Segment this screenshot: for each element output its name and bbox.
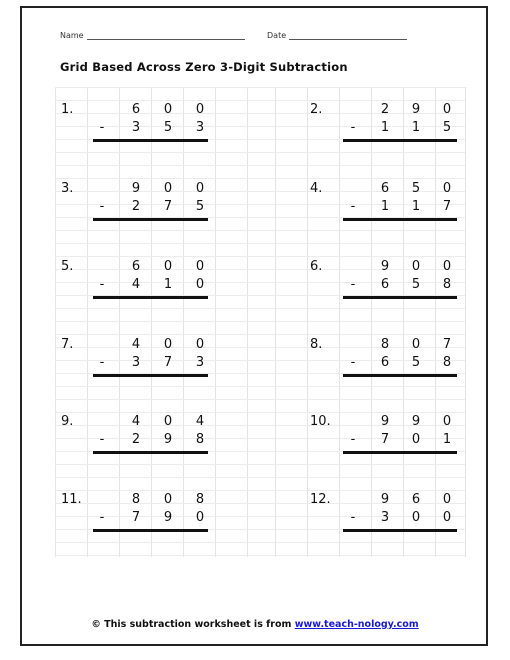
name-line[interactable] bbox=[87, 30, 245, 40]
answer-line bbox=[343, 296, 457, 299]
grid-row-line bbox=[55, 347, 465, 348]
subtrahend-digit: 7 bbox=[380, 432, 390, 447]
minuend-digit: 0 bbox=[442, 492, 452, 507]
answer-line bbox=[343, 451, 457, 454]
grid-column-line bbox=[151, 87, 152, 557]
answer-line bbox=[343, 374, 457, 377]
footer-text: © This subtraction worksheet is from bbox=[91, 619, 295, 630]
subtrahend-digit: 1 bbox=[411, 199, 421, 214]
grid-column-line bbox=[215, 87, 216, 557]
problem-number: 6. bbox=[310, 259, 323, 274]
problem-number: 2. bbox=[310, 102, 323, 117]
minuend-digit: 0 bbox=[195, 337, 205, 352]
minus-sign: - bbox=[99, 199, 105, 214]
grid-row-line bbox=[55, 490, 465, 491]
minuend-digit: 0 bbox=[442, 259, 452, 274]
grid-row-line bbox=[55, 282, 465, 283]
minus-sign: - bbox=[99, 432, 105, 447]
minuend-digit: 7 bbox=[442, 337, 452, 352]
grid-column-line bbox=[307, 87, 308, 557]
grid-column-line bbox=[403, 87, 404, 557]
subtrahend-digit: 3 bbox=[131, 120, 141, 135]
minuend-digit: 0 bbox=[195, 102, 205, 117]
problem-number: 11. bbox=[61, 492, 82, 507]
grid-row-line bbox=[55, 191, 465, 192]
grid-row-line bbox=[55, 438, 465, 439]
grid-row-line bbox=[55, 516, 465, 517]
minus-sign: - bbox=[99, 355, 105, 370]
minuend-digit: 6 bbox=[411, 492, 421, 507]
minus-sign: - bbox=[99, 120, 105, 135]
minuend-digit: 0 bbox=[163, 102, 173, 117]
grid-row-line bbox=[55, 165, 465, 166]
minuend-digit: 9 bbox=[380, 492, 390, 507]
minus-sign: - bbox=[99, 277, 105, 292]
problem-number: 7. bbox=[61, 337, 74, 352]
minus-sign: - bbox=[350, 355, 356, 370]
subtrahend-digit: 4 bbox=[131, 277, 141, 292]
date-label: Date bbox=[267, 31, 287, 40]
minuend-digit: 2 bbox=[380, 102, 390, 117]
grid-row-line bbox=[55, 464, 465, 465]
minus-sign: - bbox=[99, 510, 105, 525]
minuend-digit: 8 bbox=[131, 492, 141, 507]
subtrahend-digit: 0 bbox=[195, 510, 205, 525]
grid-column-line bbox=[465, 87, 466, 557]
name-field[interactable] bbox=[60, 30, 245, 40]
grid-row-line bbox=[55, 100, 465, 101]
answer-line bbox=[93, 451, 208, 454]
grid-column-line bbox=[275, 87, 276, 557]
problem-number: 3. bbox=[61, 181, 74, 196]
minuend-digit: 4 bbox=[131, 337, 141, 352]
worksheet-title: Grid Based Across Zero 3-Digit Subtraction bbox=[60, 60, 348, 74]
minuend-digit: 0 bbox=[195, 181, 205, 196]
minuend-digit: 0 bbox=[163, 259, 173, 274]
grid-column-line bbox=[435, 87, 436, 557]
grid-row-line bbox=[55, 230, 465, 231]
grid-column-line bbox=[55, 87, 56, 557]
subtrahend-digit: 0 bbox=[411, 432, 421, 447]
subtrahend-digit: 8 bbox=[442, 277, 452, 292]
subtrahend-digit: 7 bbox=[163, 355, 173, 370]
grid-row-line bbox=[55, 503, 465, 504]
answer-line bbox=[343, 218, 457, 221]
subtrahend-digit: 7 bbox=[163, 199, 173, 214]
minus-sign: - bbox=[350, 277, 356, 292]
grid-row-line bbox=[55, 113, 465, 114]
minuend-digit: 9 bbox=[411, 102, 421, 117]
answer-line bbox=[93, 139, 208, 142]
minus-sign: - bbox=[350, 199, 356, 214]
minuend-digit: 9 bbox=[131, 181, 141, 196]
grid-row-line bbox=[55, 412, 465, 413]
footer-link[interactable]: www.teach-nology.com bbox=[294, 619, 419, 630]
minuend-digit: 0 bbox=[442, 102, 452, 117]
problem-number: 9. bbox=[61, 414, 74, 429]
subtrahend-digit: 6 bbox=[380, 277, 390, 292]
date-field[interactable] bbox=[267, 30, 407, 40]
grid-column-line bbox=[119, 87, 120, 557]
answer-line bbox=[343, 529, 457, 532]
subtrahend-digit: 6 bbox=[380, 355, 390, 370]
subtrahend-digit: 1 bbox=[442, 432, 452, 447]
grid-row-line bbox=[55, 269, 465, 270]
grid-column-line bbox=[247, 87, 248, 557]
grid-row-line bbox=[55, 87, 465, 88]
minuend-digit: 0 bbox=[442, 414, 452, 429]
subtrahend-digit: 3 bbox=[195, 120, 205, 135]
subtrahend-digit: 7 bbox=[442, 199, 452, 214]
date-line[interactable] bbox=[289, 30, 407, 40]
grid-row-line bbox=[55, 425, 465, 426]
problem-number: 12. bbox=[310, 492, 331, 507]
answer-line bbox=[93, 529, 208, 532]
minuend-digit: 9 bbox=[380, 259, 390, 274]
minuend-digit: 0 bbox=[411, 337, 421, 352]
answer-line bbox=[343, 139, 457, 142]
minuend-digit: 0 bbox=[442, 181, 452, 196]
minus-sign: - bbox=[350, 510, 356, 525]
grid-row-line bbox=[55, 555, 465, 556]
grid-column-line bbox=[371, 87, 372, 557]
grid-row-line bbox=[55, 360, 465, 361]
subtrahend-digit: 0 bbox=[195, 277, 205, 292]
grid-column-line bbox=[87, 87, 88, 557]
minuend-digit: 4 bbox=[195, 414, 205, 429]
minuend-digit: 0 bbox=[163, 337, 173, 352]
minuend-digit: 5 bbox=[411, 181, 421, 196]
name-label: Name bbox=[60, 31, 84, 40]
minuend-digit: 9 bbox=[411, 414, 421, 429]
answer-line bbox=[93, 218, 208, 221]
minuend-digit: 0 bbox=[411, 259, 421, 274]
subtrahend-digit: 1 bbox=[380, 120, 390, 135]
problem-number: 10. bbox=[310, 414, 331, 429]
subtrahend-digit: 1 bbox=[163, 277, 173, 292]
grid-row-line bbox=[55, 243, 465, 244]
subtrahend-digit: 3 bbox=[131, 355, 141, 370]
minus-sign: - bbox=[350, 120, 356, 135]
minuend-digit: 6 bbox=[131, 259, 141, 274]
subtrahend-digit: 7 bbox=[131, 510, 141, 525]
footer-credit bbox=[0, 619, 510, 630]
problem-number: 1. bbox=[61, 102, 74, 117]
grid-row-line bbox=[55, 126, 465, 127]
grid-row-line bbox=[55, 321, 465, 322]
minuend-digit: 6 bbox=[380, 181, 390, 196]
subtrahend-digit: 3 bbox=[380, 510, 390, 525]
subtrahend-digit: 5 bbox=[195, 199, 205, 214]
subtrahend-digit: 1 bbox=[411, 120, 421, 135]
minuend-digit: 0 bbox=[195, 259, 205, 274]
problem-number: 4. bbox=[310, 181, 323, 196]
grid-row-line bbox=[55, 308, 465, 309]
subtrahend-digit: 5 bbox=[442, 120, 452, 135]
minuend-digit: 9 bbox=[380, 414, 390, 429]
minuend-digit: 4 bbox=[131, 414, 141, 429]
grid-column-line bbox=[183, 87, 184, 557]
minuend-digit: 0 bbox=[163, 181, 173, 196]
grid-row-line bbox=[55, 256, 465, 257]
subtrahend-digit: 5 bbox=[411, 277, 421, 292]
minuend-digit: 0 bbox=[163, 492, 173, 507]
subtrahend-digit: 0 bbox=[442, 510, 452, 525]
problem-number: 5. bbox=[61, 259, 74, 274]
subtrahend-digit: 9 bbox=[163, 432, 173, 447]
grid-row-line bbox=[55, 334, 465, 335]
subtrahend-digit: 1 bbox=[380, 199, 390, 214]
grid-row-line bbox=[55, 477, 465, 478]
grid-row-line bbox=[55, 204, 465, 205]
subtrahend-digit: 0 bbox=[411, 510, 421, 525]
grid-row-line bbox=[55, 152, 465, 153]
problem-grid bbox=[55, 87, 465, 557]
answer-line bbox=[93, 296, 208, 299]
minuend-digit: 8 bbox=[380, 337, 390, 352]
grid-row-line bbox=[55, 542, 465, 543]
subtrahend-digit: 3 bbox=[195, 355, 205, 370]
minuend-digit: 8 bbox=[195, 492, 205, 507]
subtrahend-digit: 8 bbox=[195, 432, 205, 447]
grid-column-line bbox=[339, 87, 340, 557]
minus-sign: - bbox=[350, 432, 356, 447]
minuend-digit: 6 bbox=[131, 102, 141, 117]
answer-line bbox=[93, 374, 208, 377]
problem-number: 8. bbox=[310, 337, 323, 352]
subtrahend-digit: 8 bbox=[442, 355, 452, 370]
grid-row-line bbox=[55, 399, 465, 400]
subtrahend-digit: 5 bbox=[163, 120, 173, 135]
grid-row-line bbox=[55, 386, 465, 387]
subtrahend-digit: 5 bbox=[411, 355, 421, 370]
subtrahend-digit: 2 bbox=[131, 432, 141, 447]
grid-row-line bbox=[55, 178, 465, 179]
subtrahend-digit: 2 bbox=[131, 199, 141, 214]
subtrahend-digit: 9 bbox=[163, 510, 173, 525]
minuend-digit: 0 bbox=[163, 414, 173, 429]
